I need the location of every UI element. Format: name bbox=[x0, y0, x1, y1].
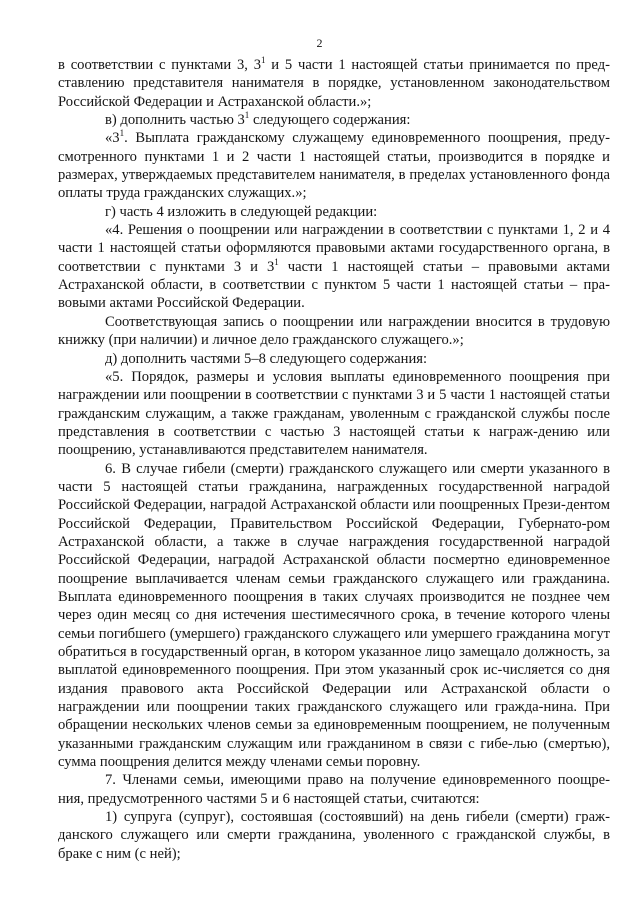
paragraph-text: 6. В случае гибели (смерти) гражданского служащего или смерти указанного в части 5 настоящей статьи гражданина, награжденных государственной наградой Российской Федерации, наградой Астраханской области или поощренных Прези-дентом Российской Федерации, Правительством Российской Федерации, Губернато-ром Астраханской области, а также в случае награждения государственной наградой Российской Федерации, наградой Астраханской области посмертно единовременное поощрение выплачивается членам семьи гражданского служащего или гражданина. Выплата единовременного поощрения в таких случаях производится не позднее чем через один месяц со дня истечения шестимесячного срока, в течение которого члены семьи погибшего (умершего) гражданского служащего или умершего гражданина могут обратиться в государственный орган, в котором указанное лицо замещало должность, за выплатой единовременного поощрения. При этом указанный срок ис-числяется со дня издания правового акта Российской Федерации или Астраханской области о награждении или поощрении таких гражданского служащего или гражда-нина. При обращении нескольких членов семьи за единовременным поощрением, не полученным указанными гражданским служащим или гражданином в связи с гибе-лью (смертью), сумма поощрения делится между членами семьи поровну. bbox=[58, 460, 610, 771]
paragraph-p1 bbox=[58, 56, 610, 111]
paragraph-p11 bbox=[58, 808, 610, 863]
superscript-index: 1 bbox=[274, 256, 279, 267]
superscript-index: 1 bbox=[261, 55, 266, 65]
paragraph-p10 bbox=[58, 771, 610, 808]
paragraph-p4 bbox=[58, 203, 610, 221]
paragraph-text: 7. Членами семьи, имеющими право на получение единовременного поощре-ния, предусмотренного частями 5 и 6 настоящей статьи, считаются: bbox=[58, 772, 610, 807]
document-body bbox=[58, 56, 610, 863]
paragraph-p9 bbox=[58, 460, 610, 772]
paragraph-p2 bbox=[58, 111, 610, 129]
paragraph-text: в соответствии с пунктами 3, 3 bbox=[58, 57, 261, 73]
paragraph-p8 bbox=[58, 368, 610, 460]
superscript-index: 1 bbox=[119, 128, 125, 139]
page-number: 2 bbox=[316, 36, 323, 50]
paragraph-text: . Выплата гражданскому служащему единовременного поощрения, преду-смотренного пунктами 1 и 2 части 1 настоящей статьи, производится в порядке и размерах, утверждаемых представителем нанимателя, в пределах установленного фонда оплаты труда гражданских служащих.»; bbox=[58, 130, 610, 202]
paragraph-p3 bbox=[58, 129, 610, 202]
paragraph-text: Соответствующая запись о поощрении или награждении вносится в трудовую книжку (при наличии) и личное дело гражданского служащего.»; bbox=[58, 313, 610, 349]
paragraph-text: д) дополнить частями 5–8 следующего содержания: bbox=[105, 350, 428, 367]
paragraph-text: «4. Решения о поощрении или награждении в соответствии с пунктами 1, 2 и 4 части 1 настоящей статьи оформляются правовыми актами государственного органа, в соответствии с пунктами 3 и 3 bbox=[58, 222, 610, 275]
paragraph-text: «5. Порядок, размеры и условия выплаты единовременного поощрения при награждении или поощрении в соответствии с пунктами 3 и 5 части 1 настоящей статьи гражданским служащим, а также гражданам, уволенным с гражданской службы после представления в соответствии с частью 3 настоящей статьи к награж-дению или поощрению, устанавливаются представителем нанимателя. bbox=[58, 368, 610, 459]
paragraph-p5 bbox=[58, 221, 610, 313]
paragraph-text: части 1 настоящей статьи – правовыми актами Астраханской области, в соответствии с пунктом 5 части 1 настоящей статьи – пра-вовыми актами Российской Федерации. bbox=[58, 258, 610, 312]
paragraph-text: в) дополнить частью 3 bbox=[105, 112, 245, 129]
paragraph-text: следующего содержания: bbox=[249, 112, 411, 129]
paragraph-text: 1) супруга (супруг), состоявшая (состоявший) на день гибели (смерти) граж-данского служащего или смерти гражданина, уволенного с гражданской службы, в браке с ним (с ней); bbox=[58, 809, 610, 862]
paragraph-p7 bbox=[58, 350, 610, 368]
paragraph-text: и 5 части 1 настоящей статьи принимается по пред-ставлению представителя нанимателя в порядке, установленном законодательством Российской Федерации и Астраханской области.»; bbox=[58, 57, 610, 110]
superscript-index: 1 bbox=[244, 110, 250, 121]
paragraph-p6 bbox=[58, 313, 610, 350]
paragraph-text: г) часть 4 изложить в следующей редакции: bbox=[105, 203, 378, 220]
paragraph-text: «3 bbox=[105, 130, 120, 147]
